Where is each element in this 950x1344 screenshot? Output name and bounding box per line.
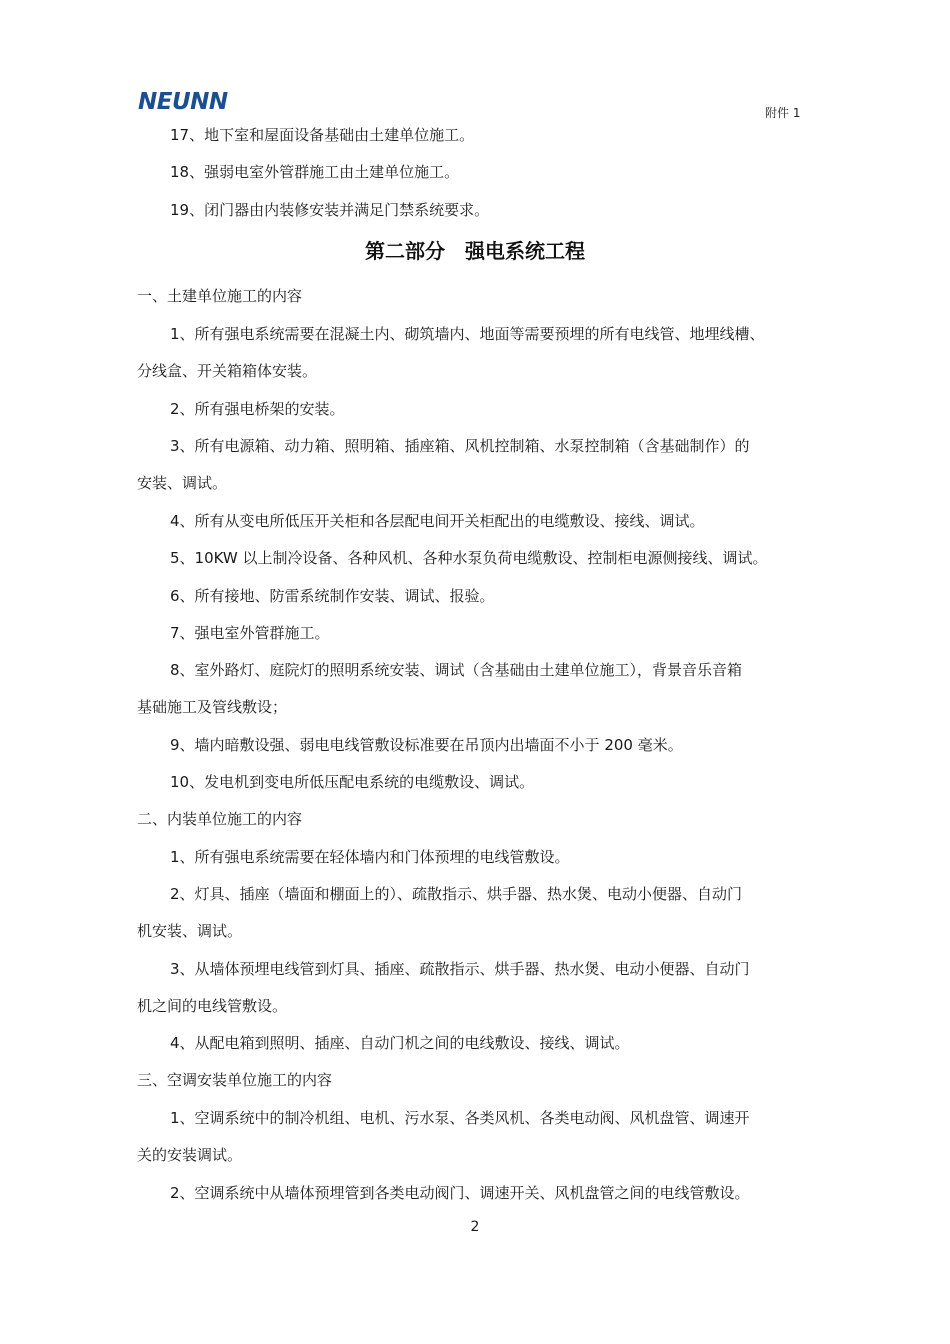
list-item-continuation: 基础施工及管线敷设； [137,698,288,716]
list-item: 2、空调系统中从墙体预埋管到各类电动阀门、调速开关、风机盘管之间的电线管敷设。 [170,1184,750,1202]
list-item: 19、闭门器由内装修安装并满足门禁系统要求。 [170,201,490,219]
list-item: 7、强电室外管群施工。 [170,624,330,642]
list-item: 2、所有强电桥架的安装。 [170,400,345,418]
section-heading: 一、土建单位施工的内容 [137,287,303,305]
list-item-continuation: 关的安装调试。 [137,1146,243,1164]
list-item: 1、空调系统中的制冷机组、电机、污水泵、各类风机、各类电动阀、风机盘管、调速开 [170,1109,750,1127]
section-heading: 三、空调安装单位施工的内容 [137,1071,333,1089]
list-item: 3、从墙体预埋电线管到灯具、插座、疏散指示、烘手器、热水煲、电动小便器、自动门 [170,960,750,978]
page-number: 2 [470,1219,480,1235]
list-item: 6、所有接地、防雷系统制作安装、调试、报验。 [170,587,495,605]
list-item: 18、强弱电室外管群施工由土建单位施工。 [170,163,460,181]
list-item: 5、10KW 以上制冷设备、各种风机、各种水泵负荷电缆敷设、控制柜电源侧接线、调试。 [170,549,768,567]
list-item-continuation: 分线盒、开关箱箱体安装。 [137,362,318,380]
list-item: 2、灯具、插座（墙面和棚面上的）、疏散指示、烘手器、热水煲、电动小便器、自动门 [170,885,743,903]
list-item: 4、所有从变电所低压开关柜和各层配电间开关柜配出的电缆敷设、接线、调试。 [170,512,705,530]
list-item: 8、室外路灯、庭院灯的照明系统安装、调试（含基础由土建单位施工），背景音乐音箱 [170,661,743,679]
list-item: 1、所有强电系统需要在轻体墙内和门体预埋的电线管敷设。 [170,848,570,866]
list-item: 3、所有电源箱、动力箱、照明箱、插座箱、风机控制箱、水泵控制箱（含基础制作）的 [170,437,750,455]
list-item: 17、地下室和屋面设备基础由土建单位施工。 [170,126,475,144]
section-heading: 二、内装单位施工的内容 [137,810,303,828]
list-item: 9、墙内暗敷设强、弱电电线管敷设标准要在吊顶内出墙面不小于 200 毫米。 [170,736,683,754]
list-item: 4、从配电箱到照明、插座、自动门机之间的电线敷设、接线、调试。 [170,1034,630,1052]
list-item: 10、发电机到变电所低压配电系统的电缆敷设、调试。 [170,773,535,791]
list-item-continuation: 机之间的电线管敷设。 [137,997,288,1015]
attachment-label: 附件 1 [765,106,801,120]
list-item-continuation: 机安装、调试。 [137,922,243,940]
list-item: 1、所有强电系统需要在混凝土内、砌筑墙内、地面等需要预埋的所有电线管、地埋线槽、 [170,325,765,343]
part-title: 第二部分 强电系统工程 [365,239,585,263]
company-logo: NEUNN [138,89,228,115]
list-item-continuation: 安装、调试。 [137,474,228,492]
